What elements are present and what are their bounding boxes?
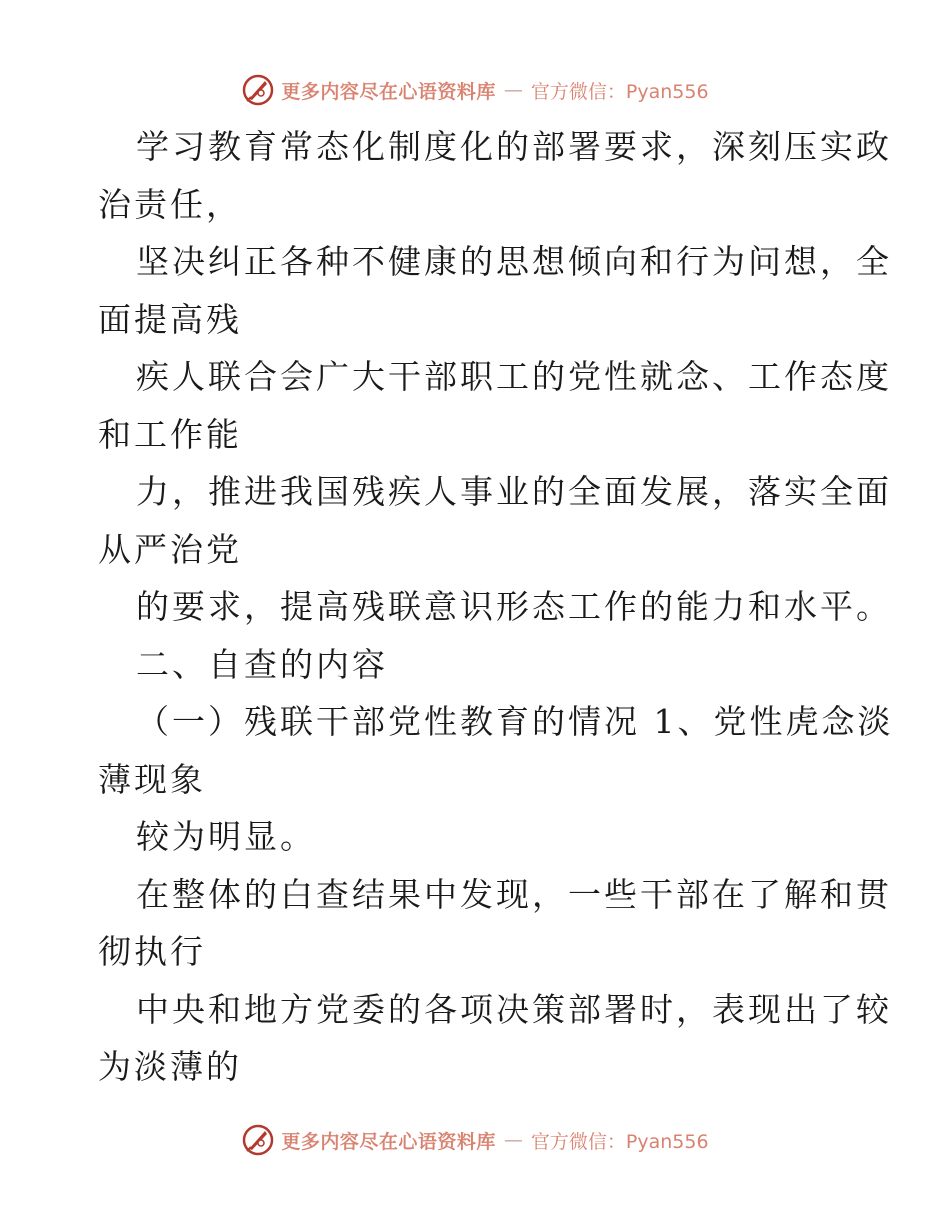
paragraph-line: 坚决纠正各种不健康的思想倾向和行为问想，全 — [136, 242, 892, 281]
paragraph-line: 治责任， — [98, 184, 242, 224]
quill-logo-icon — [241, 73, 275, 107]
paragraph-line: 疾人联合会广大干部职工的党性就念、工作态度 — [136, 357, 892, 396]
paragraph-line: 薄现象 — [98, 759, 206, 799]
header-watermark-separator: — — [503, 79, 523, 101]
paragraph-line: 在整体的白查结果中发现，一些干部在了解和贯 — [136, 874, 892, 914]
paragraph-line: 学习教育常态化制度化的部署要求，深刻压实政 — [136, 127, 892, 166]
footer-watermark-separator: — — [503, 1129, 523, 1151]
header-watermark-text: 更多内容尽在心语资料库 — [281, 80, 496, 103]
paragraph-line: 中央和地方党委的各项决策部署时，表现出了较 — [136, 989, 892, 1029]
quill-logo-icon — [241, 1123, 275, 1157]
paragraph-line: 为淡薄的 — [98, 1047, 242, 1086]
paragraph-line: 和工作能 — [98, 414, 242, 454]
document-body — [98, 118, 894, 1096]
subsection-heading: （一）残联干部党性教育的情况 1、党性虎念淡 — [136, 702, 894, 741]
paragraph-line: 面提高残 — [98, 299, 242, 339]
paragraph-line: 较为明显。 — [136, 817, 316, 856]
header-watermark-banner — [0, 70, 950, 110]
paragraph-line: 的要求，提高残联意识形态工作的能力和水平。 — [136, 587, 892, 626]
section-heading: 二、自查的内容 — [136, 644, 388, 684]
paragraph-line: 彻执行 — [98, 932, 206, 971]
footer-watermark-banner — [0, 1120, 950, 1160]
paragraph-line: 力，推进我国残疾人事业的全面发展，落实全面 — [136, 472, 892, 511]
footer-watermark-contact: 官方微信：Pyan556 — [530, 1130, 709, 1153]
header-watermark-contact: 官方微信：Pyan556 — [530, 80, 709, 103]
paragraph-line: 从严治党 — [98, 529, 242, 569]
footer-watermark-text: 更多内容尽在心语资料库 — [281, 1130, 496, 1153]
